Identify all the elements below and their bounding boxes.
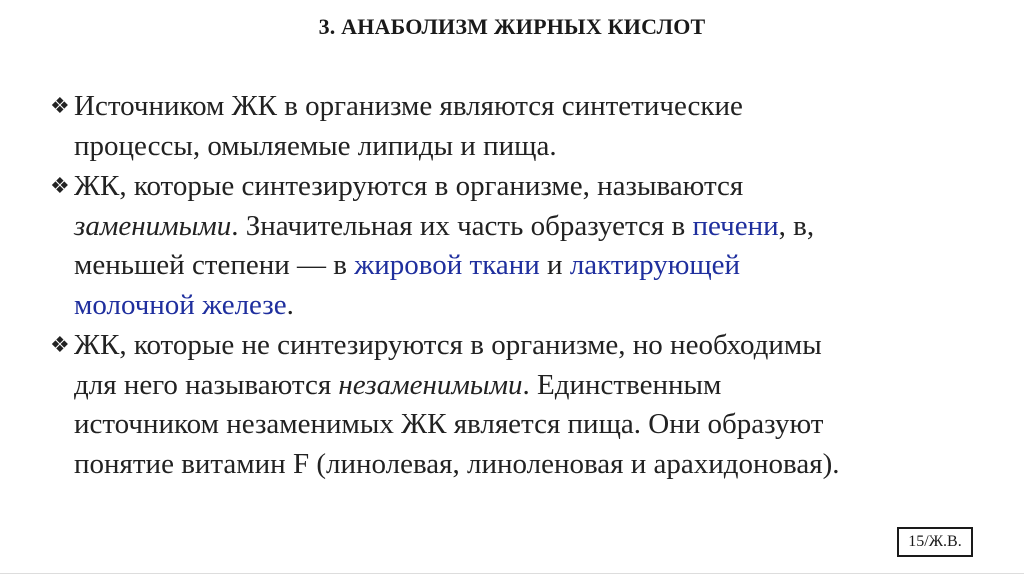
term-replaceable: заменимыми (74, 209, 232, 242)
term-essential: незаменимыми (338, 368, 523, 401)
bullet-2-line-3: меньшей степени — в жировой ткани и лактирующей (74, 249, 741, 281)
bullet-2-line-1: ЖК, которые синтезируются в организме, называются (74, 170, 744, 202)
bullet-3 (50, 325, 980, 366)
diamond-bullet-icon: ❖ (50, 332, 70, 357)
bullet-2-line-4: молочной железе. (74, 288, 294, 321)
bullet-1 (50, 86, 980, 127)
bullet-3-line-1: ЖК, которые не синтезируются в организме, но необходимы (74, 329, 822, 361)
diamond-bullet-icon: ❖ (50, 93, 70, 118)
bullet-2-line-2: заменимыми. Значительная их часть образуется в печени, в, (74, 209, 815, 242)
bullet-3-line-4: понятие витамин F (линолевая, линоленовая и арахидоновая). (74, 447, 840, 480)
highlight-mammary: молочной железе (74, 288, 287, 321)
highlight-lactating: лактирующей (569, 249, 741, 281)
bullet-1-line-2: процессы, омыляемые липиды и пища. (74, 129, 557, 162)
slide-body (50, 86, 980, 484)
bullet-3-line-2: для него называются незаменимыми. Единственным (74, 368, 722, 401)
slide-title: 3. АНАБОЛИЗМ ЖИРНЫХ КИСЛОТ (318, 14, 706, 39)
page-number-box: 15/Ж.В. (897, 527, 973, 557)
bullet-2 (50, 166, 980, 207)
highlight-adipose: жировой ткани (354, 249, 540, 281)
bullet-1-line-1: Источником ЖК в организме являются синтетические (74, 90, 743, 122)
diamond-bullet-icon: ❖ (50, 173, 70, 198)
bullet-3-line-3: источником незаменимых ЖК является пища. Они образуют (74, 408, 824, 440)
highlight-liver: печени (692, 209, 779, 242)
